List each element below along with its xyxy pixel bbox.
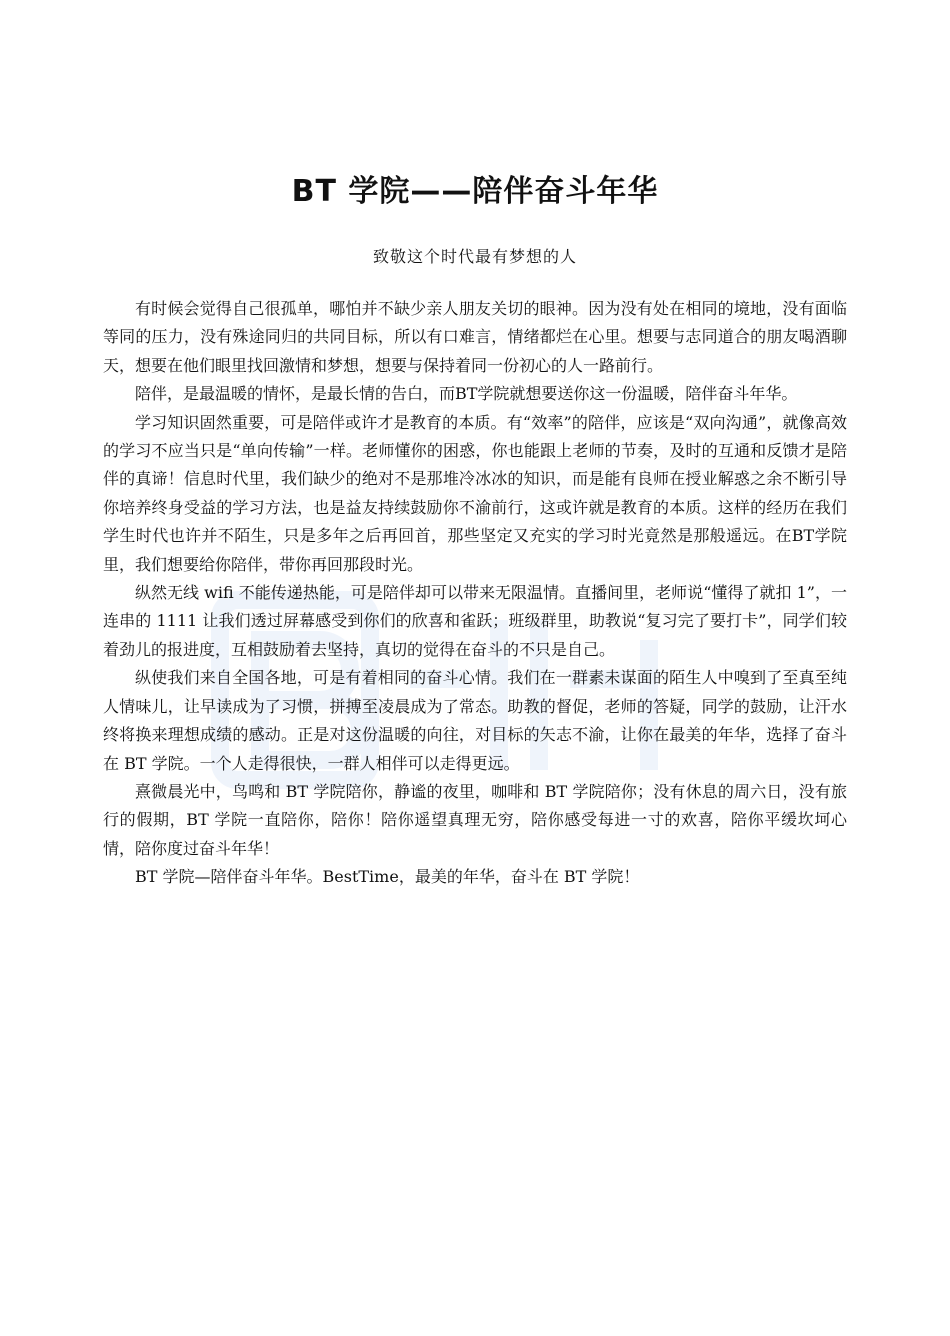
paragraph: 陪伴，是最温暖的情怀，是最长情的告白，而BT学院就想要送你这一份温暖，陪伴奋斗年华。 [135, 384, 798, 404]
paragraph: BT 学院—陪伴奋斗年华。BestTime，最美的年华，奋斗在 BT 学院！ [135, 867, 640, 887]
document-body [103, 295, 847, 892]
document-subtitle: 致敬这个时代最有梦想的人 [372, 247, 577, 266]
paragraph: 有时候会觉得自己很孤单，哪怕并不缺少亲人朋友关切的眼神。因为没有处在相同的境地，没有面临等同的压力，没有殊途同归的共同目标，所以有口难言，情绪都烂在心里。想要与志同道合的朋友喝酒聊天，想要在他们眼里找回激情和梦想，想要与保持着同一份初心的人一路前行。 [103, 299, 847, 375]
paragraph: 纵使我们来自全国各地，可是有着相同的奋斗心情。我们在一群素未谋面的陌生人中嗅到了至真至纯人情味儿，让早读成为了习惯，拼搏至凌晨成为了常态。助教的督促，老师的答疑，同学的鼓励，让汗水终将换来理想成绩的感动。正是对这份温暖的向往，对目标的矢志不渝，让你在最美的年华，选择了奋斗在 BT 学院。一个人走得很快，一群人相伴可以走得更远。 [103, 668, 847, 773]
paragraph: 熹微晨光中，鸟鸣和 BT 学院陪你，静谧的夜里，咖啡和 BT 学院陪你；没有休息的周六日，没有旅行的假期，BT 学院一直陪你，陪你！陪你遥望真理无穷，陪你感受每进一寸的欢喜，陪你平缓坎坷心情，陪你度过奋斗年华！ [103, 781, 847, 858]
paragraph: 纵然无线 wifi 不能传递热能，可是陪伴却可以带来无限温情。直播间里，老师说“懂得了就扣 1”，一连串的 1111 让我们透过屏幕感受到你们的欣喜和雀跃；班级群里，助教说“复习完了要打卡”，同学们较着劲儿的报进度，互相鼓励着去坚持，真切的觉得在奋斗的不只是自己。 [103, 583, 847, 659]
document-title: BT 学院——陪伴奋斗年华 [291, 174, 659, 209]
paragraph: 学习知识固然重要，可是陪伴或许才是教育的本质。有“效率”的陪伴，应该是“双向沟通”，就像高效的学习不应当只是“单向传输”一样。老师懂你的困惑，你也能跟上老师的节奏，及时的互通和反馈才是陪伴的真谛！信息时代里，我们缺少的绝对不是那堆冷冰冰的知识，而是能有良师在授业解惑之余不断引导你培养终身受益的学习方法，也是益友持续鼓励你不渝前行，这或许就是教育的本质。这样的经历在我们学生时代也许并不陌生，只是多年之后再回首，那些坚定又充实的学习时光竟然是那般遥远。在BT学院里，我们想要给你陪伴，带你再回那段时光。 [103, 412, 847, 574]
